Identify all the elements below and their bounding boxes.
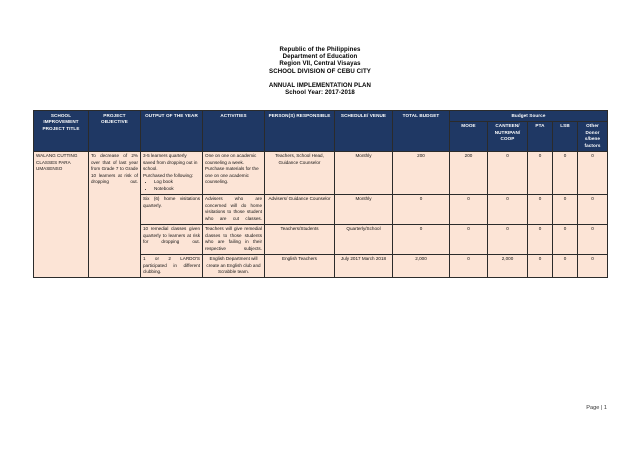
letterhead-republic: Republic of the Philippines [279,46,361,53]
cell-lsb: 0 [553,224,578,254]
page-number: Page | 1 [586,405,607,411]
table-header [34,111,608,152]
th-budget-source: Budget Source [450,111,608,122]
output-main-text: 3-5 learners quarterly saved from dropping out in school. [143,153,198,172]
cell-canteen: 0 [488,194,528,224]
list-item: • Log book [154,179,200,186]
page-footer [0,405,607,411]
cell-schedule-venue: Monthly [335,194,393,224]
table-row [34,151,608,194]
th-output-of-the-year: OUTPUT OF THE YEAR [141,111,203,152]
th-persons-responsible: PERSON(S) RESPONSIBLE [265,111,335,152]
cell-total-budget: 2,000 [393,254,450,278]
document-title: ANNUAL IMPLEMENTATION PLAN [268,81,372,89]
cell-persons-responsible: English Teachers [265,254,335,278]
aip-table-container [33,110,607,278]
cell-pta: 0 [528,151,553,194]
cell-output: Six (6) home visitations quarterly. [141,194,203,224]
cell-mooe: 0 [450,254,488,278]
th-schedule-venue: SCHEDULE/ VENUE [335,111,393,152]
cell-lsb: 0 [553,151,578,194]
cell-activities [203,151,265,194]
cell-persons-responsible: Teachers, School Head, Guidance Counselor [265,151,335,194]
th-pta: PTA [528,121,553,151]
cell-schedule-venue: Monthly [335,151,393,194]
cell-activities: Advisers who are concerned will do home visitations to those student who are cut classes. [203,194,265,224]
cell-canteen: 0 [488,151,528,194]
th-mooe: MOOE [450,121,488,151]
letterhead [0,0,640,96]
th-lsb: LSB [553,121,578,151]
cell-schedule-venue: Quarterly/School [335,224,393,254]
letterhead-region: Region VII, Central Visayas [279,60,361,68]
output-bullet-list [143,179,200,192]
cell-output [141,151,203,194]
th-other-donors: Other Donor s/bene factors [578,121,608,151]
cell-mooe: 200 [450,151,488,194]
th-activities: ACTIVITIES [203,111,265,152]
cell-persons-responsible: Teachers/Students [265,224,335,254]
cell-mooe: 0 [450,194,488,224]
annual-implementation-plan-table [33,110,608,278]
cell-activities: Teachers will give remedial classes to those students who are failing in their respective subjects. [203,224,265,254]
letterhead-department: Department of Education [282,53,358,61]
school-year: School Year: 2017-2018 [285,88,355,96]
cell-persons-responsible: Advisers/ Guidance Counselor [265,194,335,224]
cell-total-budget: 0 [393,224,450,254]
output-secondary-label: Purchased the following: [143,172,194,178]
cell-schedule-venue: July 2017 March 2018 [335,254,393,278]
cell-canteen: 0 [488,224,528,254]
table-body [34,151,608,278]
cell-lsb: 0 [553,194,578,224]
cell-mooe: 0 [450,224,488,254]
letterhead-division: SCHOOL DIVISION OF CEBU CITY [269,67,371,75]
cell-total-budget: 0 [393,194,450,224]
cell-other-donors: 0 [578,224,608,254]
th-total-budget: TOTAL BUDGET [393,111,450,152]
cell-output: 10 remedial classes given quarterly to learners at risk for dropping out. [141,224,203,254]
cell-project-objective: To decrease of 2% over that of last year from Grade 7 to Grade 10 learners at risk of dropping out. [89,151,141,278]
cell-output: 1 or 2 LARDO'S participated in different clubbing. [141,254,203,278]
cell-pta: 0 [528,194,553,224]
cell-total-budget: 200 [393,151,450,194]
cell-other-donors: 0 [578,151,608,194]
th-project-title: SCHOOL IMPROVEMENT PROJECT TITLE [34,111,89,152]
activity-main-text: One on one on academic counseling a week. [205,153,257,165]
cell-other-donors: 0 [578,194,608,224]
th-project-objective: PROJECT OBJECTIVE [89,111,141,152]
cell-canteen: 2,000 [488,254,528,278]
cell-pta: 0 [528,254,553,278]
list-item: • Notebook [154,186,200,193]
cell-activities: English Department will create an English club and Scrabble team. [203,254,265,278]
letterhead-spacer [0,75,640,82]
cell-other-donors: 0 [578,254,608,278]
activity-secondary-text: Purchase materials for the one on one academic counseling. [205,166,259,185]
cell-project-title: WALANG CUTTING CLASSES PARA UMASENSO [34,151,89,278]
th-canteen-nutripan-coop: CANTEEN/ NUTRIPAN/ COOP [488,121,528,151]
header-row-primary [34,111,608,122]
cell-lsb: 0 [553,254,578,278]
cell-pta: 0 [528,224,553,254]
